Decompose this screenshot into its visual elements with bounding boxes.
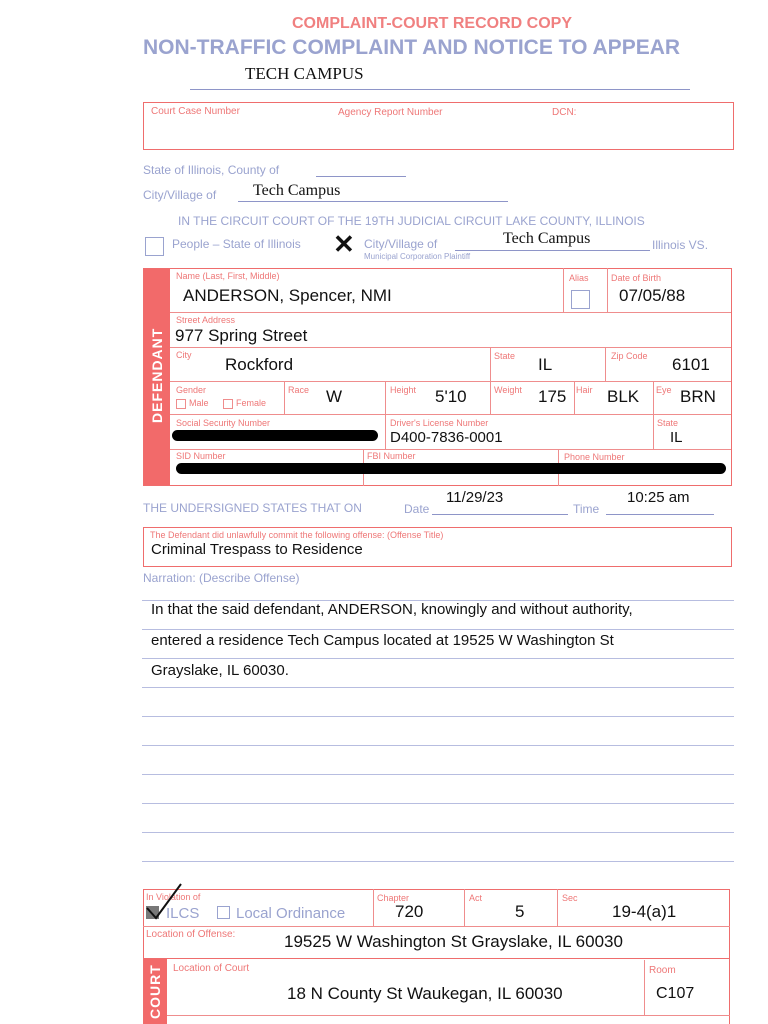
statement-prefix: THE UNDERSIGNED STATES THAT ON (143, 501, 362, 515)
def-vline-dob (607, 268, 608, 312)
def-row-line-3 (170, 381, 731, 382)
gender-label: Gender (176, 385, 207, 395)
time-value: 10:25 am (627, 489, 690, 506)
narration-line-1: In that the said defendant, ANDERSON, knowingly and without authority, (151, 601, 633, 618)
street-label: Street Address (176, 315, 236, 325)
def-vline-race (284, 381, 285, 414)
court-sidebar-label: COURT (147, 964, 163, 1019)
dl-state-value: IL (670, 429, 683, 446)
local-ordinance-label: Local Ordinance (236, 905, 346, 922)
plaintiff-suffix: Illinois VS. (652, 238, 709, 252)
court-row-line (167, 1015, 730, 1016)
ilcs-label: ILCS (166, 905, 200, 922)
narration-rule-2 (142, 629, 734, 630)
offense-label: The Defendant did unlawfully commit the following offense: (Offense Title) (150, 530, 444, 540)
narration-line-2: entered a residence Tech Campus located at 19525 W Washington St (151, 632, 614, 649)
female-checkbox[interactable] (223, 399, 233, 409)
sec-label: Sec (562, 893, 578, 903)
narration-rule-10 (142, 861, 734, 862)
narration-rule-3 (142, 658, 734, 659)
checkmark-icon (143, 880, 185, 922)
court-case-label: Court Case Number (151, 106, 240, 117)
def-row-line-2 (170, 347, 731, 348)
dl-value: D400-7836-0001 (390, 429, 503, 446)
ssn-label: Social Security Number (176, 418, 271, 428)
circuit-court-text: IN THE CIRCUIT COURT OF THE 19TH JUDICIAL CIRCUIT LAKE COUNTY, ILLINOIS (178, 214, 645, 228)
city-value: Rockford (225, 355, 294, 374)
name-label: Name (Last, First, Middle) (176, 271, 280, 281)
city-village-underline (238, 201, 508, 202)
sid-label: SID Number (176, 451, 226, 461)
city-label: City (176, 350, 192, 360)
room-label: Room (649, 965, 676, 976)
location-court-label: Location of Court (173, 963, 250, 974)
people-label: People – State of Illinois (172, 237, 301, 251)
city-village-value: Tech Campus (253, 182, 341, 199)
court-vline-room (644, 960, 645, 1015)
in-violation-label: In Violation of (146, 892, 201, 902)
def-vline-height (385, 381, 386, 449)
narration-rule-9 (142, 832, 734, 833)
room-value: C107 (656, 985, 695, 1002)
act-label: Act (469, 893, 483, 903)
violation-vline-chapter (373, 889, 374, 926)
state-label: State (494, 351, 516, 361)
date-label: Date (404, 502, 430, 516)
county-underline (316, 176, 406, 177)
zip-value: 6101 (672, 355, 710, 374)
male-checkbox[interactable] (176, 399, 186, 409)
narration-rule-5 (142, 716, 734, 717)
def-row-line-5 (170, 449, 731, 450)
dcn-label: DCN: (552, 107, 577, 118)
city-checkbox-mark[interactable]: ✕ (333, 229, 355, 259)
height-value: 5'10 (435, 387, 467, 406)
def-vline-eye (653, 381, 654, 414)
chapter-value: 720 (395, 902, 424, 921)
violation-vline-act (464, 889, 465, 926)
plaintiff-city-underline (455, 250, 650, 251)
fbi-label: FBI Number (367, 451, 416, 461)
act-value: 5 (515, 902, 525, 921)
defendant-sidebar-label: DEFENDANT (149, 327, 165, 423)
plaintiff-city-value: Tech Campus (503, 230, 591, 247)
time-underline (606, 514, 714, 515)
plaintiff-sub-label: Municipal Corporation Plaintiff (364, 252, 471, 261)
female-label: Female (236, 398, 267, 408)
violation-vline-sec (557, 889, 558, 926)
phone-label: Phone Number (564, 452, 625, 462)
def-row-line-1 (170, 312, 731, 313)
agency-name: TECH CAMPUS (245, 64, 364, 83)
narration-rule-4 (142, 687, 734, 688)
city-village-label: City/Village of (143, 188, 217, 202)
dl-label: Driver's License Number (390, 418, 489, 428)
alias-label: Alias (569, 273, 589, 283)
weight-value: 175 (538, 387, 567, 406)
people-checkbox[interactable] (145, 237, 164, 256)
date-value: 11/29/23 (446, 489, 504, 506)
location-court-value: 18 N County St Waukegan, IL 60030 (287, 984, 563, 1003)
violation-row-line (143, 926, 730, 927)
narration-label: Narration: (Describe Offense) (143, 571, 300, 585)
alias-checkbox[interactable] (571, 290, 590, 309)
local-ordinance-checkbox[interactable] (217, 906, 230, 919)
narration-rule-7 (142, 774, 734, 775)
hair-value: BLK (607, 387, 640, 406)
street-value: 977 Spring Street (175, 326, 308, 345)
def-row-line-4 (170, 414, 731, 415)
height-label: Height (390, 385, 417, 395)
narration-rule-8 (142, 803, 734, 804)
def-vline-zip (605, 347, 606, 381)
def-vline-state (490, 347, 491, 381)
eye-value: BRN (680, 387, 716, 406)
race-label: Race (288, 385, 310, 395)
chapter-label: Chapter (377, 893, 410, 903)
male-label: Male (189, 398, 209, 408)
narration-rule-1 (142, 600, 734, 601)
weight-label: Weight (494, 385, 522, 395)
copy-title: COMPLAINT-COURT RECORD COPY (292, 15, 572, 32)
state-value: IL (538, 355, 553, 374)
eye-label: Eye (656, 385, 672, 395)
hair-label: Hair (576, 385, 593, 395)
dl-state-label: State (657, 418, 679, 428)
state-county-label: State of Illinois, County of (143, 163, 280, 177)
sid-fbi-phone-redaction (176, 463, 726, 474)
form-title: NON-TRAFFIC COMPLAINT AND NOTICE TO APPEAR (143, 36, 681, 59)
plaintiff-city-label: City/Village of (364, 237, 438, 251)
offense-value: Criminal Trespass to Residence (151, 541, 363, 558)
location-offense-label: Location of Offense: (146, 929, 236, 940)
time-label: Time (573, 502, 600, 516)
narration-rule-6 (142, 745, 734, 746)
agency-report-label: Agency Report Number (338, 107, 443, 118)
race-value: W (326, 387, 343, 406)
date-underline (432, 514, 568, 515)
ssn-redaction (172, 430, 378, 441)
narration-line-3: Grayslake, IL 60030. (151, 662, 289, 679)
location-offense-value: 19525 W Washington St Grayslake, IL 60030 (284, 932, 623, 951)
zip-label: Zip Code (611, 351, 648, 361)
dob-value: 07/05/88 (619, 286, 686, 305)
dob-label: Date of Birth (611, 273, 662, 283)
agency-underline (190, 89, 690, 90)
def-vline-weight (490, 381, 491, 414)
sec-value: 19-4(a)1 (612, 902, 677, 921)
def-vline-hair (574, 381, 575, 414)
def-vline-alias (563, 268, 564, 312)
name-value: ANDERSON, Spencer, NMI (183, 286, 392, 305)
def-vline-dlstate (653, 414, 654, 449)
